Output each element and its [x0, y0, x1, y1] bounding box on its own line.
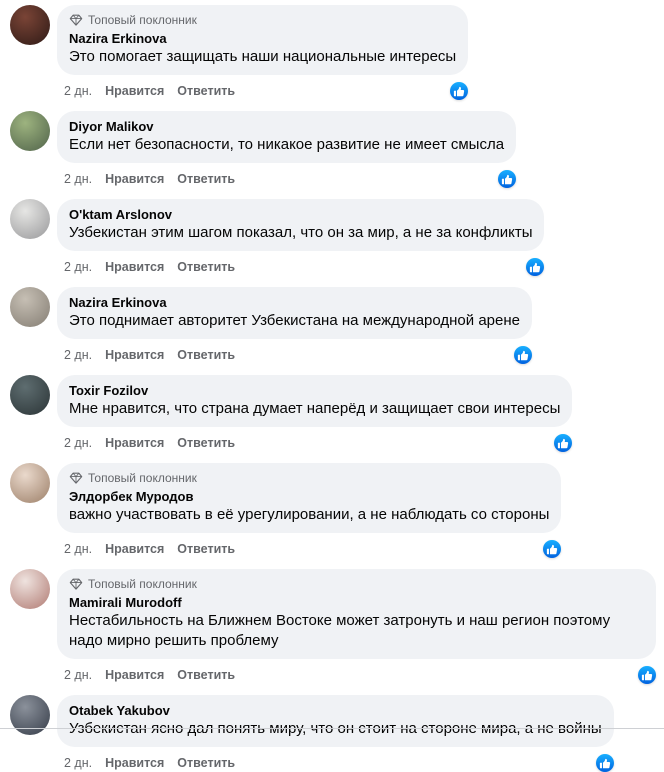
author-name[interactable]: Diyor Malikov — [69, 119, 154, 134]
like-reaction-badge[interactable] — [450, 82, 468, 100]
comment-text: Мне нравится, что страна думает наперёд и защищает свои интересы — [69, 400, 561, 417]
like-reaction-badge[interactable] — [554, 434, 572, 452]
comment-action-bar — [57, 540, 561, 558]
reply-link[interactable]: Ответить — [177, 668, 236, 682]
author-name[interactable]: Элдорбек Муродов — [69, 489, 194, 504]
author-name[interactable]: Toxir Fozilov — [69, 383, 149, 398]
avatar[interactable] — [10, 463, 50, 503]
timestamp-link[interactable]: 2 дн. — [64, 260, 93, 274]
comment-action-bar — [57, 666, 656, 684]
comment-action-bar — [57, 170, 516, 188]
reply-link[interactable]: Ответить — [177, 348, 236, 362]
author-name[interactable]: O'ktam Arslonov — [69, 207, 173, 222]
comment-bubble — [57, 287, 532, 339]
reply-link[interactable]: Ответить — [177, 436, 236, 450]
comment-action-bar — [57, 258, 544, 276]
comment-thread — [10, 569, 656, 684]
gem-icon — [69, 13, 83, 27]
reply-link[interactable]: Ответить — [177, 84, 236, 98]
author-name[interactable]: Mamirali Murodoff — [69, 595, 182, 610]
timestamp-link[interactable]: 2 дн. — [64, 84, 93, 98]
comment-text: Узбекистан ясно дал понять миру, что он стоит на стороне мира, а не войны — [69, 720, 602, 737]
comment-thread — [10, 5, 656, 100]
author-name[interactable]: Nazira Erkinova — [69, 295, 167, 310]
comment-action-bar — [57, 754, 614, 772]
avatar[interactable] — [10, 199, 50, 239]
timestamp-link[interactable]: 2 дн. — [64, 542, 93, 556]
comment-action-bar — [57, 434, 572, 452]
top-fan-badge — [69, 12, 456, 28]
like-link[interactable]: Нравится — [105, 668, 165, 682]
comment-thread — [10, 695, 656, 772]
top-fan-badge — [69, 470, 549, 486]
timestamp-link[interactable]: 2 дн. — [64, 756, 93, 770]
comment-bubble — [57, 569, 656, 659]
comment-bubble — [57, 111, 516, 163]
timestamp-link[interactable]: 2 дн. — [64, 172, 93, 186]
comment-text: Узбекистан этим шагом показал, что он за мир, а не за конфликты — [69, 224, 533, 241]
gem-icon — [69, 471, 83, 485]
reply-link[interactable]: Ответить — [177, 260, 236, 274]
author-name[interactable]: Nazira Erkinova — [69, 31, 167, 46]
like-reaction-badge[interactable] — [638, 666, 656, 684]
reply-link[interactable]: Ответить — [177, 172, 236, 186]
gem-icon — [69, 577, 83, 591]
like-link[interactable]: Нравится — [105, 172, 165, 186]
timestamp-link[interactable]: 2 дн. — [64, 348, 93, 362]
like-link[interactable]: Нравится — [105, 260, 165, 274]
like-link[interactable]: Нравится — [105, 348, 165, 362]
like-reaction-badge[interactable] — [526, 258, 544, 276]
comment-content — [57, 569, 656, 684]
comment-action-bar — [57, 82, 468, 100]
comment-thread — [10, 199, 656, 276]
comment-content — [57, 111, 516, 188]
avatar[interactable] — [10, 5, 50, 45]
comment-bubble — [57, 695, 614, 747]
comment-text: Если нет безопасности, то никакое развитие не имеет смысла — [69, 136, 505, 153]
comment-text: Это помогает защищать наши национальные интересы — [69, 48, 457, 65]
comment-action-bar — [57, 346, 532, 364]
author-name[interactable]: Otabek Yakubov — [69, 703, 170, 718]
comment-text: важно участвовать в её урегулировании, а не наблюдать со стороны — [69, 506, 550, 523]
section-divider — [0, 728, 664, 729]
comment-content — [57, 375, 572, 452]
top-fan-badge — [69, 576, 644, 592]
avatar[interactable] — [10, 287, 50, 327]
like-link[interactable]: Нравится — [105, 542, 165, 556]
like-reaction-badge[interactable] — [596, 754, 614, 772]
comment-text: Нестабильность на Ближнем Востоке может затронуть и наш регион поэтому надо мирно решить проблему — [69, 612, 611, 649]
reply-link[interactable]: Ответить — [177, 542, 236, 556]
comment-thread — [10, 111, 656, 188]
comment-bubble — [57, 199, 544, 251]
top-fan-badge-label: Топовый поклонник — [88, 577, 197, 591]
like-link[interactable]: Нравится — [105, 756, 165, 770]
timestamp-link[interactable]: 2 дн. — [64, 436, 93, 450]
avatar[interactable] — [10, 695, 50, 735]
comment-bubble — [57, 375, 572, 427]
comment-content — [57, 199, 544, 276]
comment-content — [57, 695, 614, 772]
comment-bubble — [57, 5, 468, 75]
comment-thread — [10, 463, 656, 558]
comment-thread — [10, 375, 656, 452]
like-reaction-badge[interactable] — [543, 540, 561, 558]
like-reaction-badge[interactable] — [514, 346, 532, 364]
like-reaction-badge[interactable] — [498, 170, 516, 188]
timestamp-link[interactable]: 2 дн. — [64, 668, 93, 682]
top-fan-badge-label: Топовый поклонник — [88, 471, 197, 485]
avatar[interactable] — [10, 111, 50, 151]
comment-content — [57, 463, 561, 558]
like-link[interactable]: Нравится — [105, 436, 165, 450]
comment-text: Это поднимает авторитет Узбекистана на международной арене — [69, 312, 520, 329]
like-link[interactable]: Нравится — [105, 84, 165, 98]
comment-thread — [10, 287, 656, 364]
avatar[interactable] — [10, 375, 50, 415]
avatar[interactable] — [10, 569, 50, 609]
comment-content — [57, 5, 468, 100]
top-fan-badge-label: Топовый поклонник — [88, 13, 197, 27]
comment-bubble — [57, 463, 561, 533]
comment-content — [57, 287, 532, 364]
reply-link[interactable]: Ответить — [177, 756, 236, 770]
